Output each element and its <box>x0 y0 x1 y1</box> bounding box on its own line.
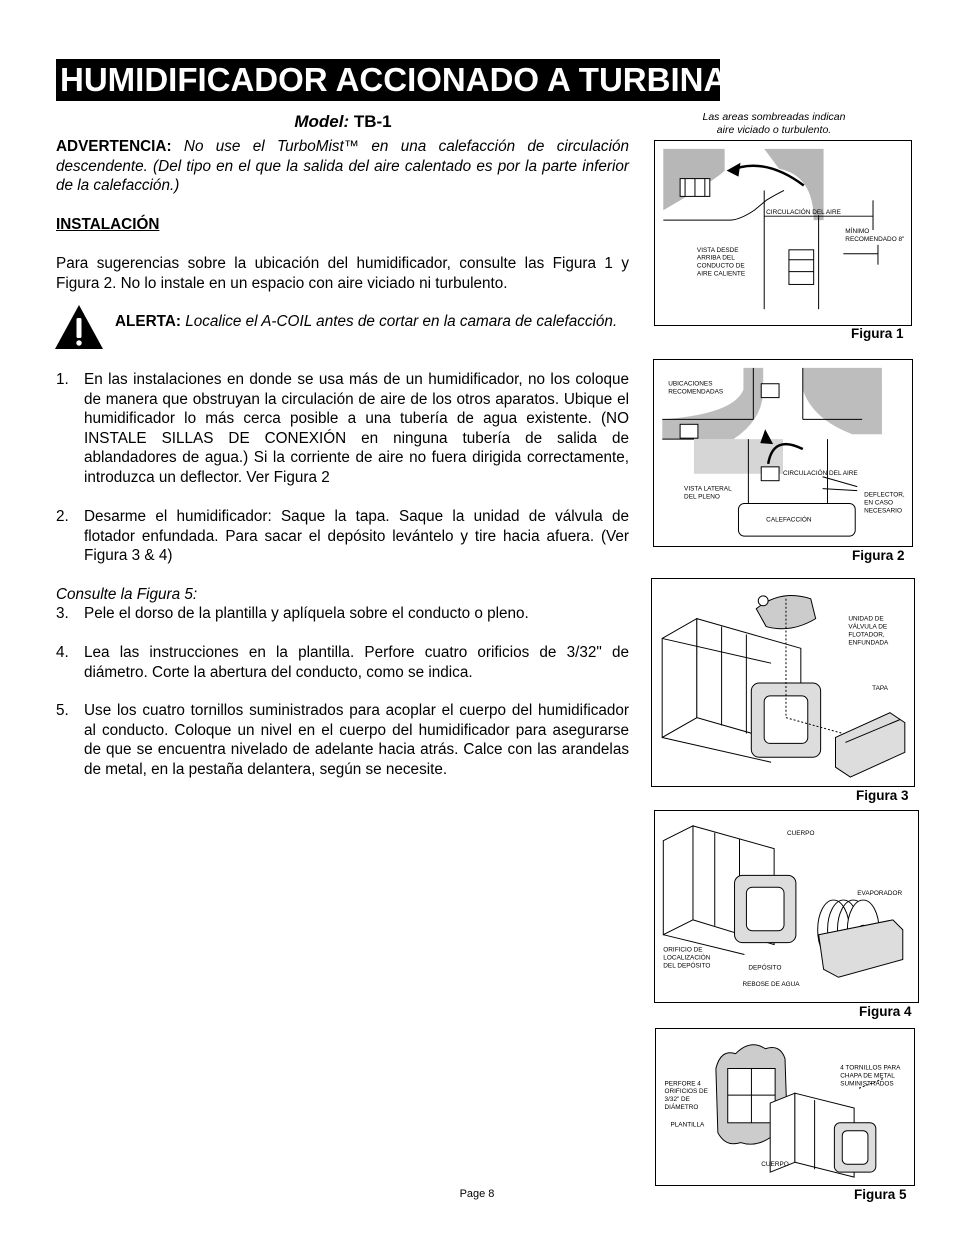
warning-label: ADVERTENCIA: <box>56 138 172 155</box>
figure-5 <box>655 1028 915 1186</box>
step-text: Pele el dorso de la plantilla y aplíquela sobre el conducto o pleno. <box>84 605 529 622</box>
fig5-label-screws-2: CHAPA DE METAL <box>840 1072 895 1080</box>
fig4-label-evaporator: EVAPORADOR <box>857 890 903 898</box>
list-item <box>56 604 629 624</box>
step-text: Use los cuatro tornillos suministrados para acoplar el cuerpo del humidificador al conducto. Coloque un nivel en el cuerpo del humidificador para asegurarse de que se encuentra nivelado de adelante hacia atrás. Calce con las arandelas de metal, en la pestaña delantera, según se necesite. <box>84 702 629 778</box>
list-item <box>56 701 629 779</box>
shaded-area-note <box>660 111 888 137</box>
fig4-label-hole-3: DEL DEPÓSITO <box>663 962 711 970</box>
figure-4-caption: Figura 4 <box>859 1004 912 1019</box>
figure-4 <box>654 810 919 1003</box>
fig2-label-side-1: VISTA LATERAL <box>684 485 732 493</box>
fig1-label-view-3: CONDUCTO DE <box>696 262 745 270</box>
model-line <box>56 112 630 132</box>
step-number: 1. <box>56 371 69 388</box>
figure-1 <box>654 140 912 326</box>
fig3-label-lid: TAPA <box>872 684 888 692</box>
fig5-label-drill-2: ORIFICIOS DE <box>664 1088 708 1096</box>
figure-3 <box>651 578 915 787</box>
intro-paragraph: Para sugerencias sobre la ubicación del humidificador, consulte las Figura 1 y Figura 2. No lo instale en un espacio con aire viciado ni turbulento. <box>56 255 629 292</box>
fig3-label-valve-4: ENFUNDADA <box>848 639 889 647</box>
fig4-label-body: CUERPO <box>786 829 815 837</box>
fig2-label-locations-2: RECOMENDADAS <box>668 388 724 396</box>
warning-paragraph <box>56 137 629 196</box>
model-label: Model: <box>294 112 350 131</box>
fig5-label-body: CUERPO <box>761 1161 789 1169</box>
fig5-label-screws-3: SUMINISTRADOS <box>840 1080 894 1088</box>
page-number: Page 8 <box>459 1188 495 1200</box>
figure-3-drawing <box>652 579 914 786</box>
figure-2 <box>653 359 913 547</box>
warning-text: No use el TurboMist™ en una calefacción de circulación descendente. (Del tipo en el que la salida del aire calentado es por la parte inferior de la calefacción.) <box>56 138 629 195</box>
figure-5-caption: Figura 5 <box>854 1187 907 1202</box>
shaded-note-line1: Las areas sombreadas indican <box>702 111 846 123</box>
fig1-label-view-1: VISTA DESDE <box>696 246 739 254</box>
model-value: TB-1 <box>353 112 392 131</box>
fig3-label-valve-3: FLOTADOR, <box>848 631 885 639</box>
alert-label: ALERTA: <box>115 313 181 330</box>
step-text: Lea las instrucciones en la plantilla. Perfore cuatro orificios de 3/32" de diámetro. Corte la abertura del conducto, como se indica. <box>84 644 629 681</box>
warning-triangle-icon <box>53 303 105 351</box>
fig5-label-screws-1: 4 TORNILLOS PARA <box>840 1064 901 1072</box>
step-number: 4. <box>56 644 69 661</box>
fig5-label-drill-4: DIÁMETRO <box>664 1103 699 1111</box>
fig4-label-hole-2: LOCALIZACIÓN <box>663 954 711 962</box>
fig4-label-hole-1: ORIFICIO DE <box>663 946 703 954</box>
shaded-note-line2: aire viciado o turbulento. <box>716 124 832 136</box>
fig1-label-minimum-1: MÍNIMO <box>845 228 870 235</box>
step-number: 3. <box>56 605 69 622</box>
fig1-label-view-4: AIRE CALIENTE <box>696 270 746 278</box>
fig3-label-valve-2: VÁLVULA DE <box>848 623 888 631</box>
alert-paragraph <box>115 312 629 332</box>
step-number: 5. <box>56 702 69 719</box>
figure-5-drawing <box>656 1029 914 1185</box>
figure-2-drawing <box>654 360 912 546</box>
fig2-label-deflector-1: DEFLECTOR, <box>864 491 905 499</box>
step-text: En las instalaciones en donde se usa más de un humidificador, no los coloque de manera que obstruyan la circulación de aire de los otros aparatos. Ubique el humidificador lo más cerca posible a una tubería de agua existente. (NO INSTALE SILLAS DE CONEXIÓN en ninguna tubería de salida de ablandadores de agua.) Si la corriente de aire no fuera dirigida correctamente, introduzca un deflector. Ver Figura 2 <box>84 371 629 486</box>
list-item <box>56 507 629 566</box>
figure-2-caption: Figura 2 <box>852 548 905 563</box>
step-text: Desarme el humidificador: Saque la tapa. Saque la unidad de válvula de flotador enfundada. Para sacar el depósito levántelo y tire hacia afuera. (Ver Figura 3 & 4) <box>84 508 629 565</box>
fig4-label-reservoir: DEPÓSITO <box>748 964 782 972</box>
fig1-label-view-2: ARRIBA DEL <box>696 254 735 262</box>
fig2-label-furnace: CALEFACCIÓN <box>766 516 812 524</box>
figure-1-drawing <box>655 141 911 325</box>
fig2-label-deflector-3: NECESARIO <box>864 507 902 515</box>
fig1-label-airflow: CIRCULACIÓN DEL AIRE <box>766 209 841 217</box>
installation-heading: INSTALACIÓN <box>56 216 160 233</box>
list-item <box>56 643 629 682</box>
consult-fig5: Consulte la Figura 5: <box>56 586 198 603</box>
figure-4-drawing <box>655 811 918 1002</box>
list-item <box>56 370 629 488</box>
fig4-label-overflow: REBOSE DE AGUA <box>742 981 800 989</box>
fig2-label-deflector-2: EN CASO <box>864 499 894 507</box>
step-number: 2. <box>56 508 69 525</box>
fig2-label-locations-1: UBICACIONES <box>668 380 713 388</box>
figure-3-caption: Figura 3 <box>856 788 909 803</box>
fig5-label-drill-1: PERFORE 4 <box>664 1080 701 1088</box>
fig5-label-drill-3: 3/32" DE <box>664 1096 690 1104</box>
page-title: HUMIDIFICADOR ACCIONADO A TURBINAP <box>56 59 720 101</box>
fig1-label-minimum-2: RECOMENDADO 8" <box>845 235 905 243</box>
figure-1-caption: Figura 1 <box>851 326 904 341</box>
fig3-label-valve-1: UNIDAD DE <box>848 615 884 623</box>
fig2-label-side-2: DEL PLENO <box>684 493 720 501</box>
alert-text: Localice el A-COIL antes de cortar en la camara de calefacción. <box>185 313 618 330</box>
fig2-label-airflow: CIRCULACIÓN DEL AIRE <box>783 469 858 477</box>
fig5-label-template: PLANTILLA <box>670 1121 705 1129</box>
